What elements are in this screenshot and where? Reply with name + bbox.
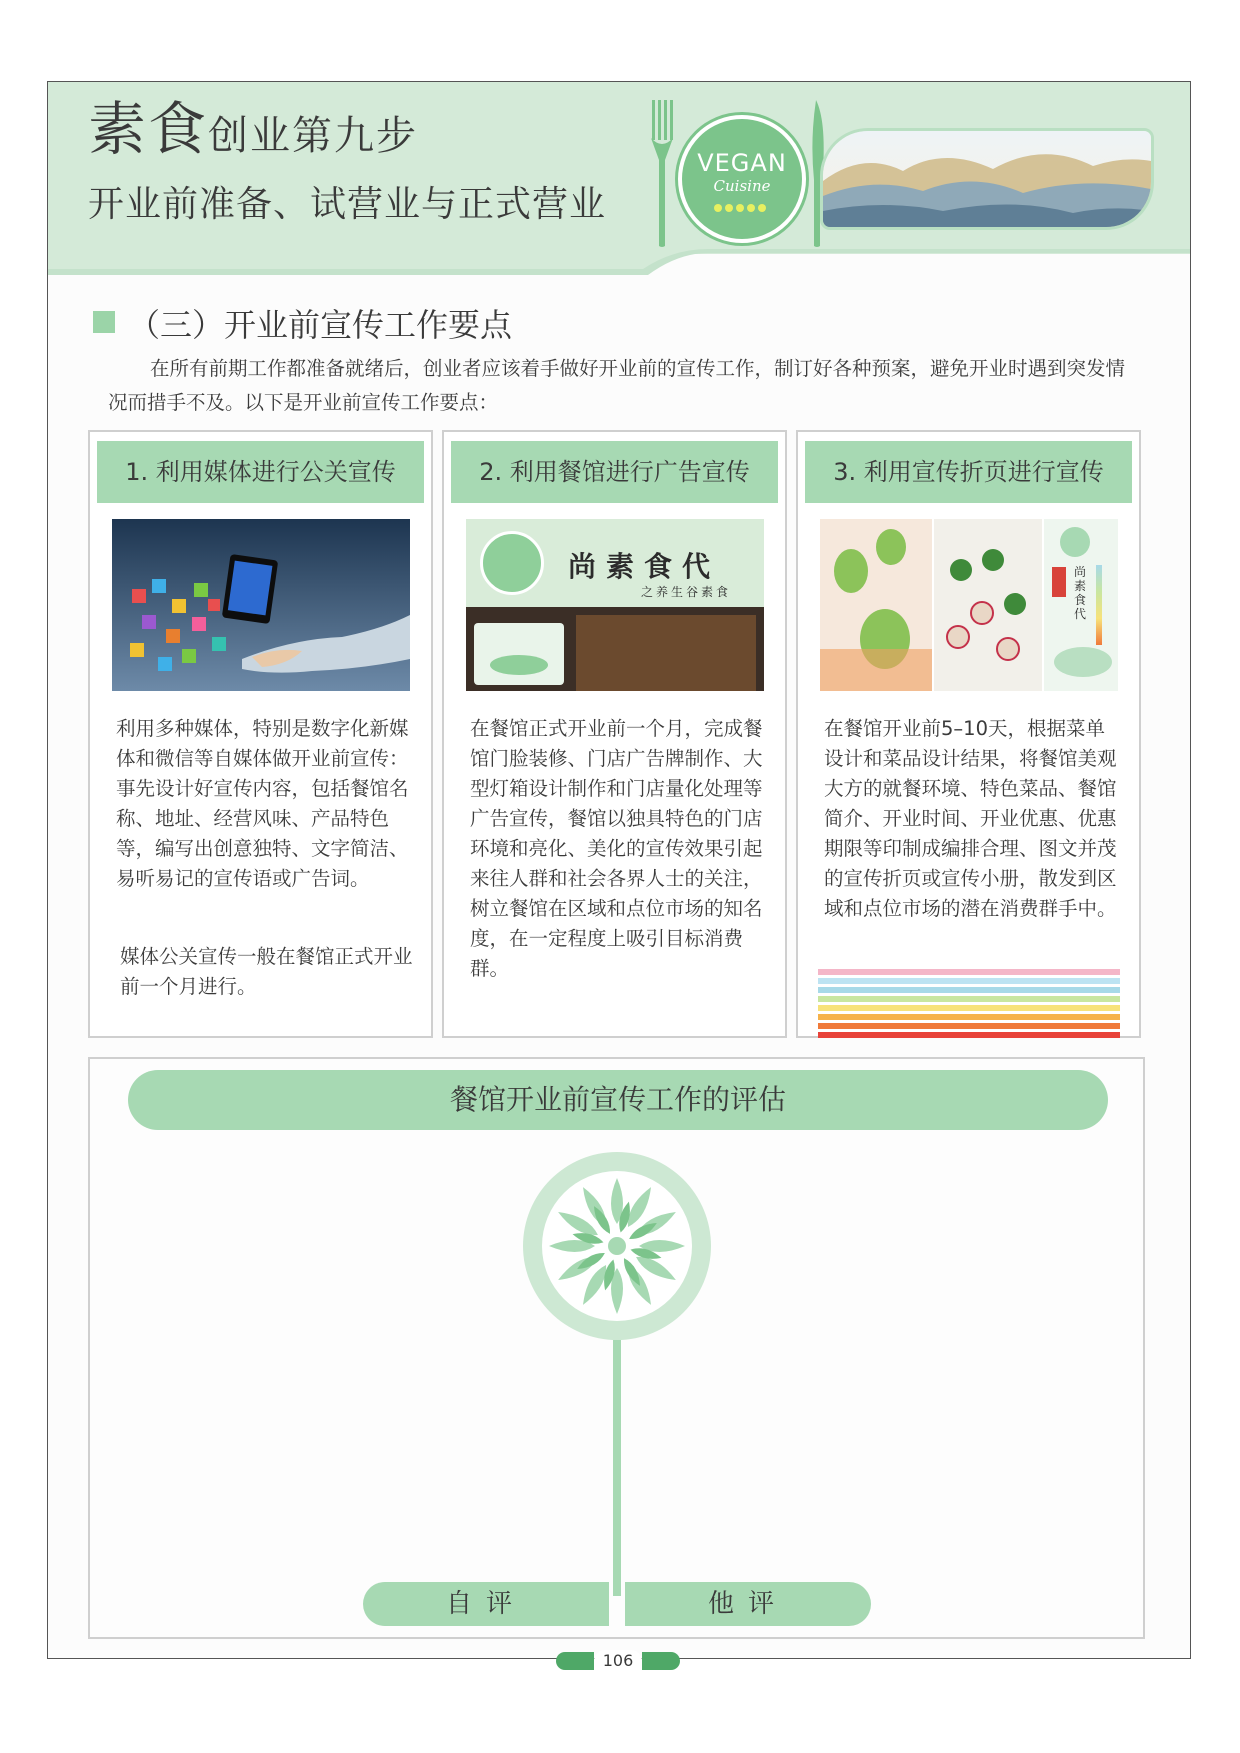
evaluation-stem (613, 1330, 621, 1596)
peer-evaluation-label: 他评 (625, 1582, 871, 1626)
column-text: 利用多种媒体，特别是数字化新媒体和微信等自媒体做开业前宣传：事先设计好宣传内容，包括餐馆名称、地址、经营风味、产品特色等，编写出创意独特、文字简洁、易听易记的宣传语或广告词。 (116, 717, 409, 890)
brochure-title: 尚素食代 (1074, 565, 1087, 621)
vegan-logo (678, 115, 806, 243)
logo-sub: Cuisine (713, 177, 771, 195)
column-heading: 3. 利用宣传折页进行宣传 (805, 441, 1132, 503)
stripe (818, 1014, 1120, 1020)
column-brochure (796, 430, 1141, 1038)
stripe (818, 1032, 1120, 1038)
header-wave (48, 245, 1190, 275)
media-image (112, 519, 410, 691)
stripe (818, 996, 1120, 1002)
section-marker (93, 311, 115, 333)
sign-logo-icon (480, 531, 544, 595)
storefront-sign-sub: 之养生谷素食 (640, 585, 731, 599)
page-title (88, 95, 419, 163)
storefront-image (466, 519, 764, 691)
color-stripes (818, 969, 1120, 1041)
logo-text: VEGAN (697, 149, 787, 177)
column-restaurant (442, 430, 787, 1038)
self-evaluation-label: 自评 (363, 1582, 609, 1626)
page-number (556, 1650, 680, 1672)
fork-icon (650, 100, 674, 248)
stripe (818, 969, 1120, 975)
column-media (88, 430, 433, 1038)
landscape-image (820, 128, 1154, 230)
page-subtitle: 开业前准备、试营业与正式营业 (88, 184, 607, 225)
intro-paragraph: 在所有前期工作都准备就绪后，创业者应该着手做好开业前的宣传工作，制订好各种预案，避免开业时遇到突发情况而措手不及。以下是开业前宣传工作要点： (108, 357, 1126, 414)
stripe (818, 1005, 1120, 1011)
brochure-image (820, 519, 1118, 691)
section-title: （三）开业前宣传工作要点 (128, 306, 513, 344)
stripe (818, 978, 1120, 984)
title-main: 素食 (88, 95, 209, 163)
column-heading: 1. 利用媒体进行公关宣传 (97, 441, 424, 503)
column-text: 在餐馆开业前5–10天，根据菜单设计和菜品设计结果，将餐馆美观大方的就餐环境、特色菜品、餐馆简介、开业时间、开业优惠、优惠期限等印制成编排合理、图文并茂的宣传折页或宣传小册，散发到区域和点位市场的潜在消费群手中。 (824, 717, 1117, 920)
logo-dots (714, 204, 770, 214)
stripe (818, 1023, 1120, 1029)
evaluation-title: 餐馆开业前宣传工作的评估 (128, 1070, 1108, 1130)
stripe (818, 987, 1120, 993)
flower-emblem-icon (523, 1152, 711, 1340)
page-number-text: 106 (594, 1650, 642, 1672)
column-text: 在餐馆正式开业前一个月，完成餐馆门脸装修、门店广告牌制作、大型灯箱设计制作和门店量化处理等广告宣传，餐馆以独具特色的门店环境和亮化、美化的宣传效果引起来往人群和社会各界人士的关注，树立餐馆在区域和点位市场的知名度，在一定程度上吸引目标消费群。 (470, 717, 763, 980)
title-rest: 创业第九步 (208, 113, 419, 159)
column-note: 媒体公关宣传一般在餐馆正式开业前一个月进行。 (120, 945, 413, 998)
storefront-sign: 尚素食代 (567, 550, 720, 583)
column-heading: 2. 利用餐馆进行广告宣传 (451, 441, 778, 503)
